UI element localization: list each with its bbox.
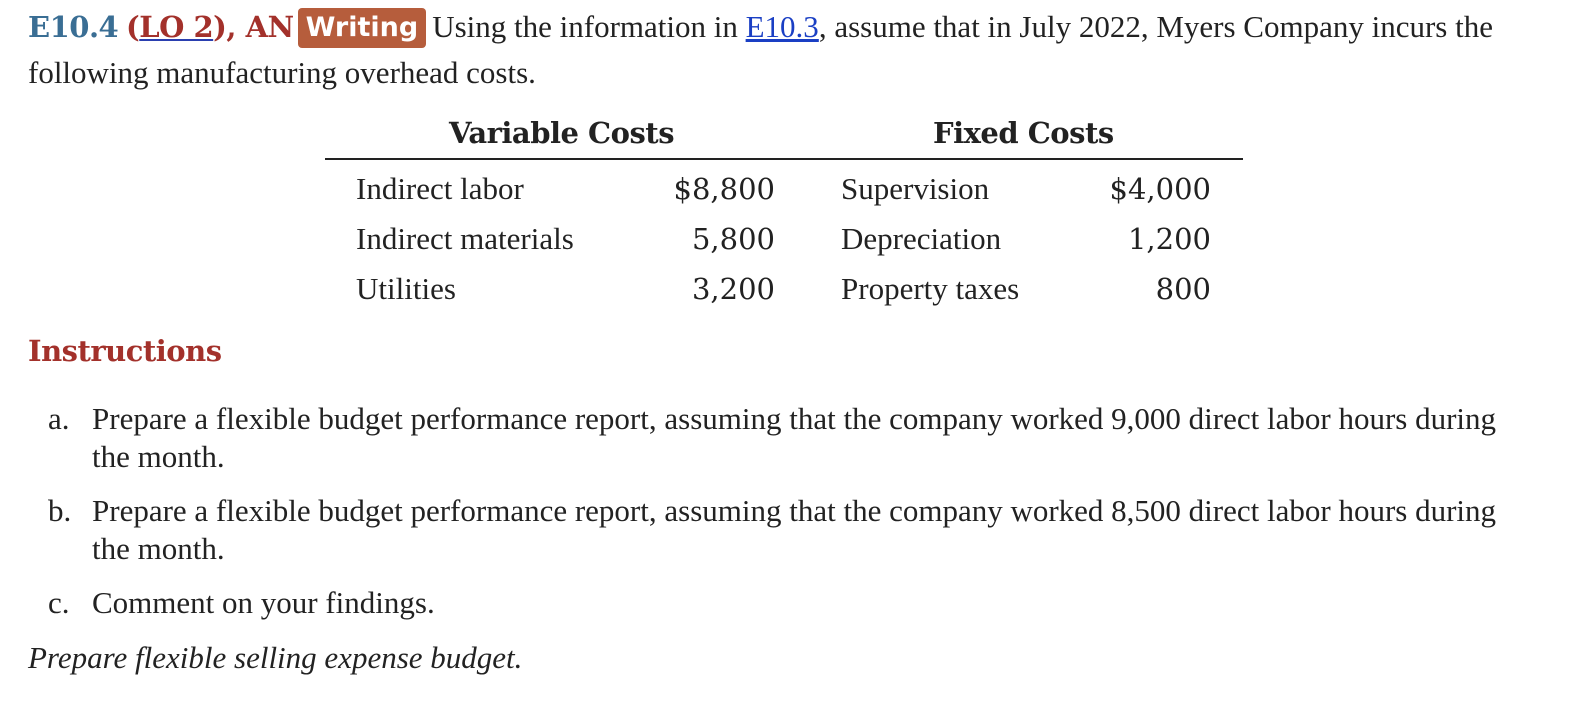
fixed-cost-amount: 800 — [1155, 272, 1211, 306]
variable-cost-label: Utilities — [356, 271, 456, 306]
table-row — [325, 164, 1243, 214]
variable-cost-label: Indirect labor — [356, 171, 524, 206]
instructions-heading: Instructions — [28, 334, 222, 368]
table-row — [325, 214, 1243, 264]
footer-note: Prepare flexible selling expense budget. — [28, 640, 523, 675]
lo-close: ), — [213, 10, 236, 44]
lo-open: ( — [126, 10, 140, 44]
variable-costs-header: Variable Costs — [449, 116, 675, 150]
variable-cost-label: Indirect materials — [356, 221, 574, 256]
problem-id: E10.4 — [28, 10, 119, 44]
writing-badge: Writing — [298, 8, 427, 48]
item-text: Comment on your findings. — [92, 585, 435, 620]
item-marker: b. — [48, 493, 72, 528]
fixed-cost-amount: $4,000 — [1109, 172, 1211, 206]
problem-statement — [28, 4, 1548, 96]
overhead-cost-table — [325, 110, 1243, 314]
item-marker: c. — [48, 585, 70, 620]
list-item — [48, 492, 1538, 568]
variable-cost-amount: $8,800 — [673, 172, 775, 206]
item-marker: a. — [48, 401, 70, 436]
variable-cost-amount: 5,800 — [691, 222, 775, 256]
fixed-cost-label: Supervision — [841, 171, 990, 206]
instructions-list — [48, 400, 1538, 638]
learning-objective — [126, 10, 294, 44]
list-item — [48, 400, 1538, 476]
exercise-reference-link[interactable]: E10.3 — [745, 9, 819, 44]
problem-text-before-ref: Using the information in — [432, 9, 738, 44]
item-text: Prepare a flexible budget performance report, assuming that the company worked 8,500 direct labor hours during the month. — [92, 493, 1497, 566]
list-item — [48, 584, 1538, 622]
fixed-cost-label: Depreciation — [841, 221, 1002, 256]
problem-text-after-ref: , assume that in July 2022, Myers Company incurs the following manufacturing overhead costs. — [28, 9, 1493, 90]
fixed-costs-header: Fixed Costs — [933, 116, 1114, 150]
learning-objective-link[interactable]: LO 2 — [139, 10, 214, 44]
item-text: Prepare a flexible budget performance report, assuming that the company worked 9,000 direct labor hours during the month. — [92, 401, 1497, 474]
variable-cost-amount: 3,200 — [691, 272, 775, 306]
table-header-row — [325, 110, 1243, 160]
fixed-cost-label: Property taxes — [841, 271, 1020, 306]
fixed-cost-amount: 1,200 — [1127, 222, 1211, 256]
table-row — [325, 264, 1243, 314]
skill-code: AN — [245, 10, 294, 44]
